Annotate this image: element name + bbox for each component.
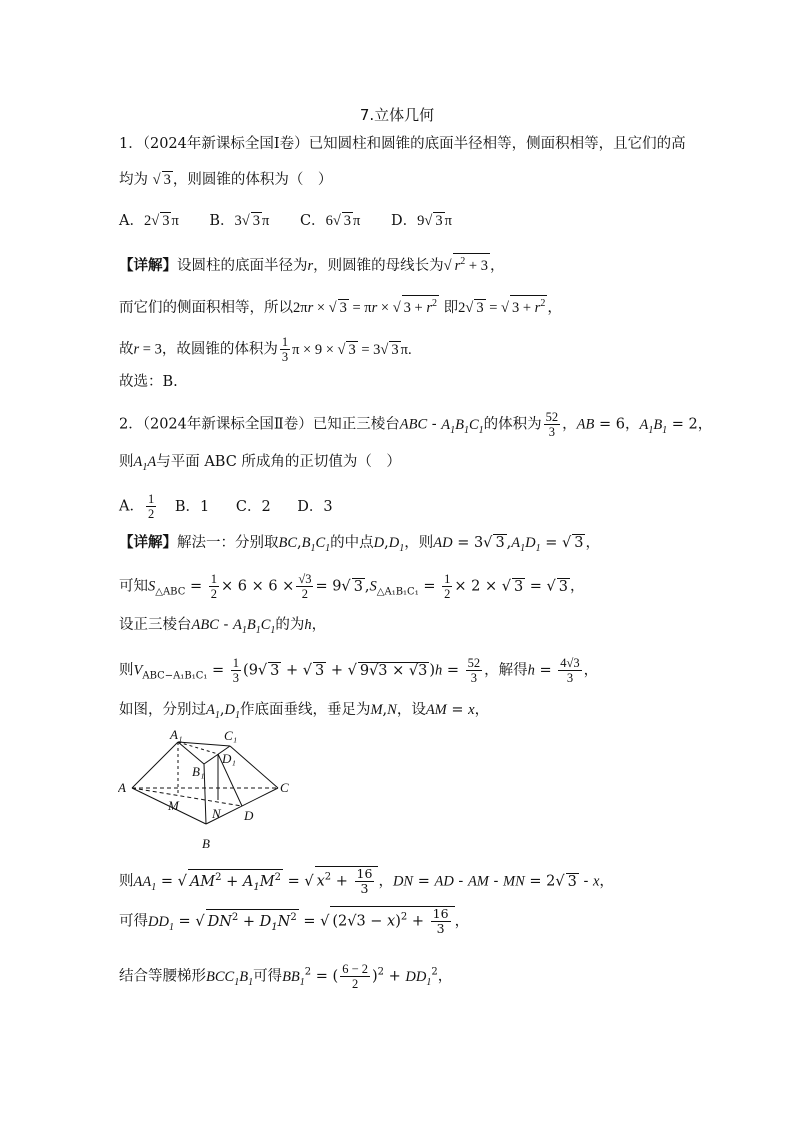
label-c: C <box>280 780 289 795</box>
q2-detail-line2: 可知$S_{\triangle ABC}$ = $\frac{1}{2}$ × 6 × 6 × $\frac{√3}{2}$ = 9√ 3 $,S_{\triangle A_1B_1C_1}$ = $\frac{1}{2}$ × 2 × √ 3 = √ 3 ， <box>119 572 585 601</box>
q1-detail-line1: 【详解】设圆柱的底面半径为r，则圆锥的母线长为√ $r^2 + 3$ ， <box>119 253 504 276</box>
q2-detail-line7: 可得$DD_1$ = √ $DN^2 + D_1N^2$ = √ $(2√3 - x)^2$ + $\frac{16}{3}$ ， <box>119 906 470 936</box>
label-a: A <box>118 780 126 795</box>
q1-option-d: D．9√ 3 π <box>390 213 452 229</box>
q2-detail-line8: 结合等腰梯形$BCC_1B_1$可得$BB_1^2$ = ( $\frac{6 - 2}{2}$ )$^2 + DD_1^2$， <box>119 962 453 991</box>
q2-option-a: A． $\frac{1}{2}$ <box>119 492 155 521</box>
label-d1: D₁ <box>222 751 236 766</box>
label-m: M <box>168 798 179 813</box>
label-d: D <box>244 808 254 823</box>
q1-detail-line2: 而它们的侧面积相等，所以2πr × √ 3 = πr × √ $3 + r^2$ 即2√ 3 = √ $3 + r^2$ ， <box>119 295 562 318</box>
q2-detail-line1: 【详解】解法一：分别取$BC,B_1C_1$的中点$D,D_1$，则AD = 3√ 3 $,A_1D_1$ = √ 3 ， <box>119 534 600 554</box>
label-b1: B₁ <box>192 764 205 779</box>
frustum-figure <box>118 728 298 854</box>
q1-option-a: A．2√ 3 π <box>119 213 179 229</box>
label-c1: C₁ <box>224 728 238 743</box>
label-b: B <box>202 836 210 851</box>
q1-option-c: C．6√ 3 π <box>299 213 361 229</box>
q2-stem-line1: 2．（2024年新课标全国Ⅱ卷）已知正三棱台ABC - $A_1B_1C_1$的体积为 $\frac{52}{3}$ ，AB = 6，$A_1B_1 = 2$， <box>119 410 713 439</box>
q1-detail-line3: 故r = 3，故圆锥的体积为 $\frac{1}{3}$ π × 9 × √ 3 = 3√ 3 π. <box>119 335 412 364</box>
q2-detail-line4: 则$V_{ABC-A_1B_1C_1}$ = $\frac{1}{3}$ (9√ 3 + √ 3 + √ 9√3 × √3 )h = $\frac{52}{3}$ ，解得h = $\frac{4√3}{3}$ ， <box>119 656 599 685</box>
q1-stem-line2: 均为 √ 3 ，则圆锥的体积为（ ） <box>119 172 333 188</box>
q2-stem-line2: 则$A_1A$与平面 ABC 所成角的正切值为（ ） <box>119 454 401 473</box>
q2-option-c: C．2 <box>235 498 271 515</box>
edge-a1b1 <box>178 742 204 764</box>
q1-stem-line1: 1．（2024年新课标全国Ⅰ卷）已知圆柱和圆锥的底面半径相等，侧面积相等，且它们的高 <box>119 136 686 152</box>
label-n: N <box>212 806 221 821</box>
q1-answer: 故选：B. <box>119 374 178 390</box>
q1-option-b: B．3√ 3 π <box>209 213 270 229</box>
edge-cc1 <box>230 746 278 788</box>
q2-options <box>119 492 359 521</box>
edge-aa1 <box>132 742 178 788</box>
label-a1: A₁ <box>170 728 183 742</box>
q2-detail-line5: 如图，分别过$A_1,D_1$作底面垂线，垂足为M,N，设AM = x， <box>119 702 490 721</box>
q2-option-d: D．3 <box>297 498 333 515</box>
q1-options <box>119 211 478 231</box>
page-title: 7.立体几何 <box>359 106 435 124</box>
q2-detail-line6: 则$AA_1$ = √ $AM^2 + A_1M^2$ = √ $x^2$ + $\frac{16}{3}$ ，DN = AD - AM - MN = 2√ 3 - x， <box>119 866 614 896</box>
q2-option-b: B．1 <box>174 498 210 515</box>
line-ad <box>132 788 242 806</box>
q2-detail-line3: 设正三棱台ABC - $A_1B_1C_1$的为h， <box>119 617 327 636</box>
